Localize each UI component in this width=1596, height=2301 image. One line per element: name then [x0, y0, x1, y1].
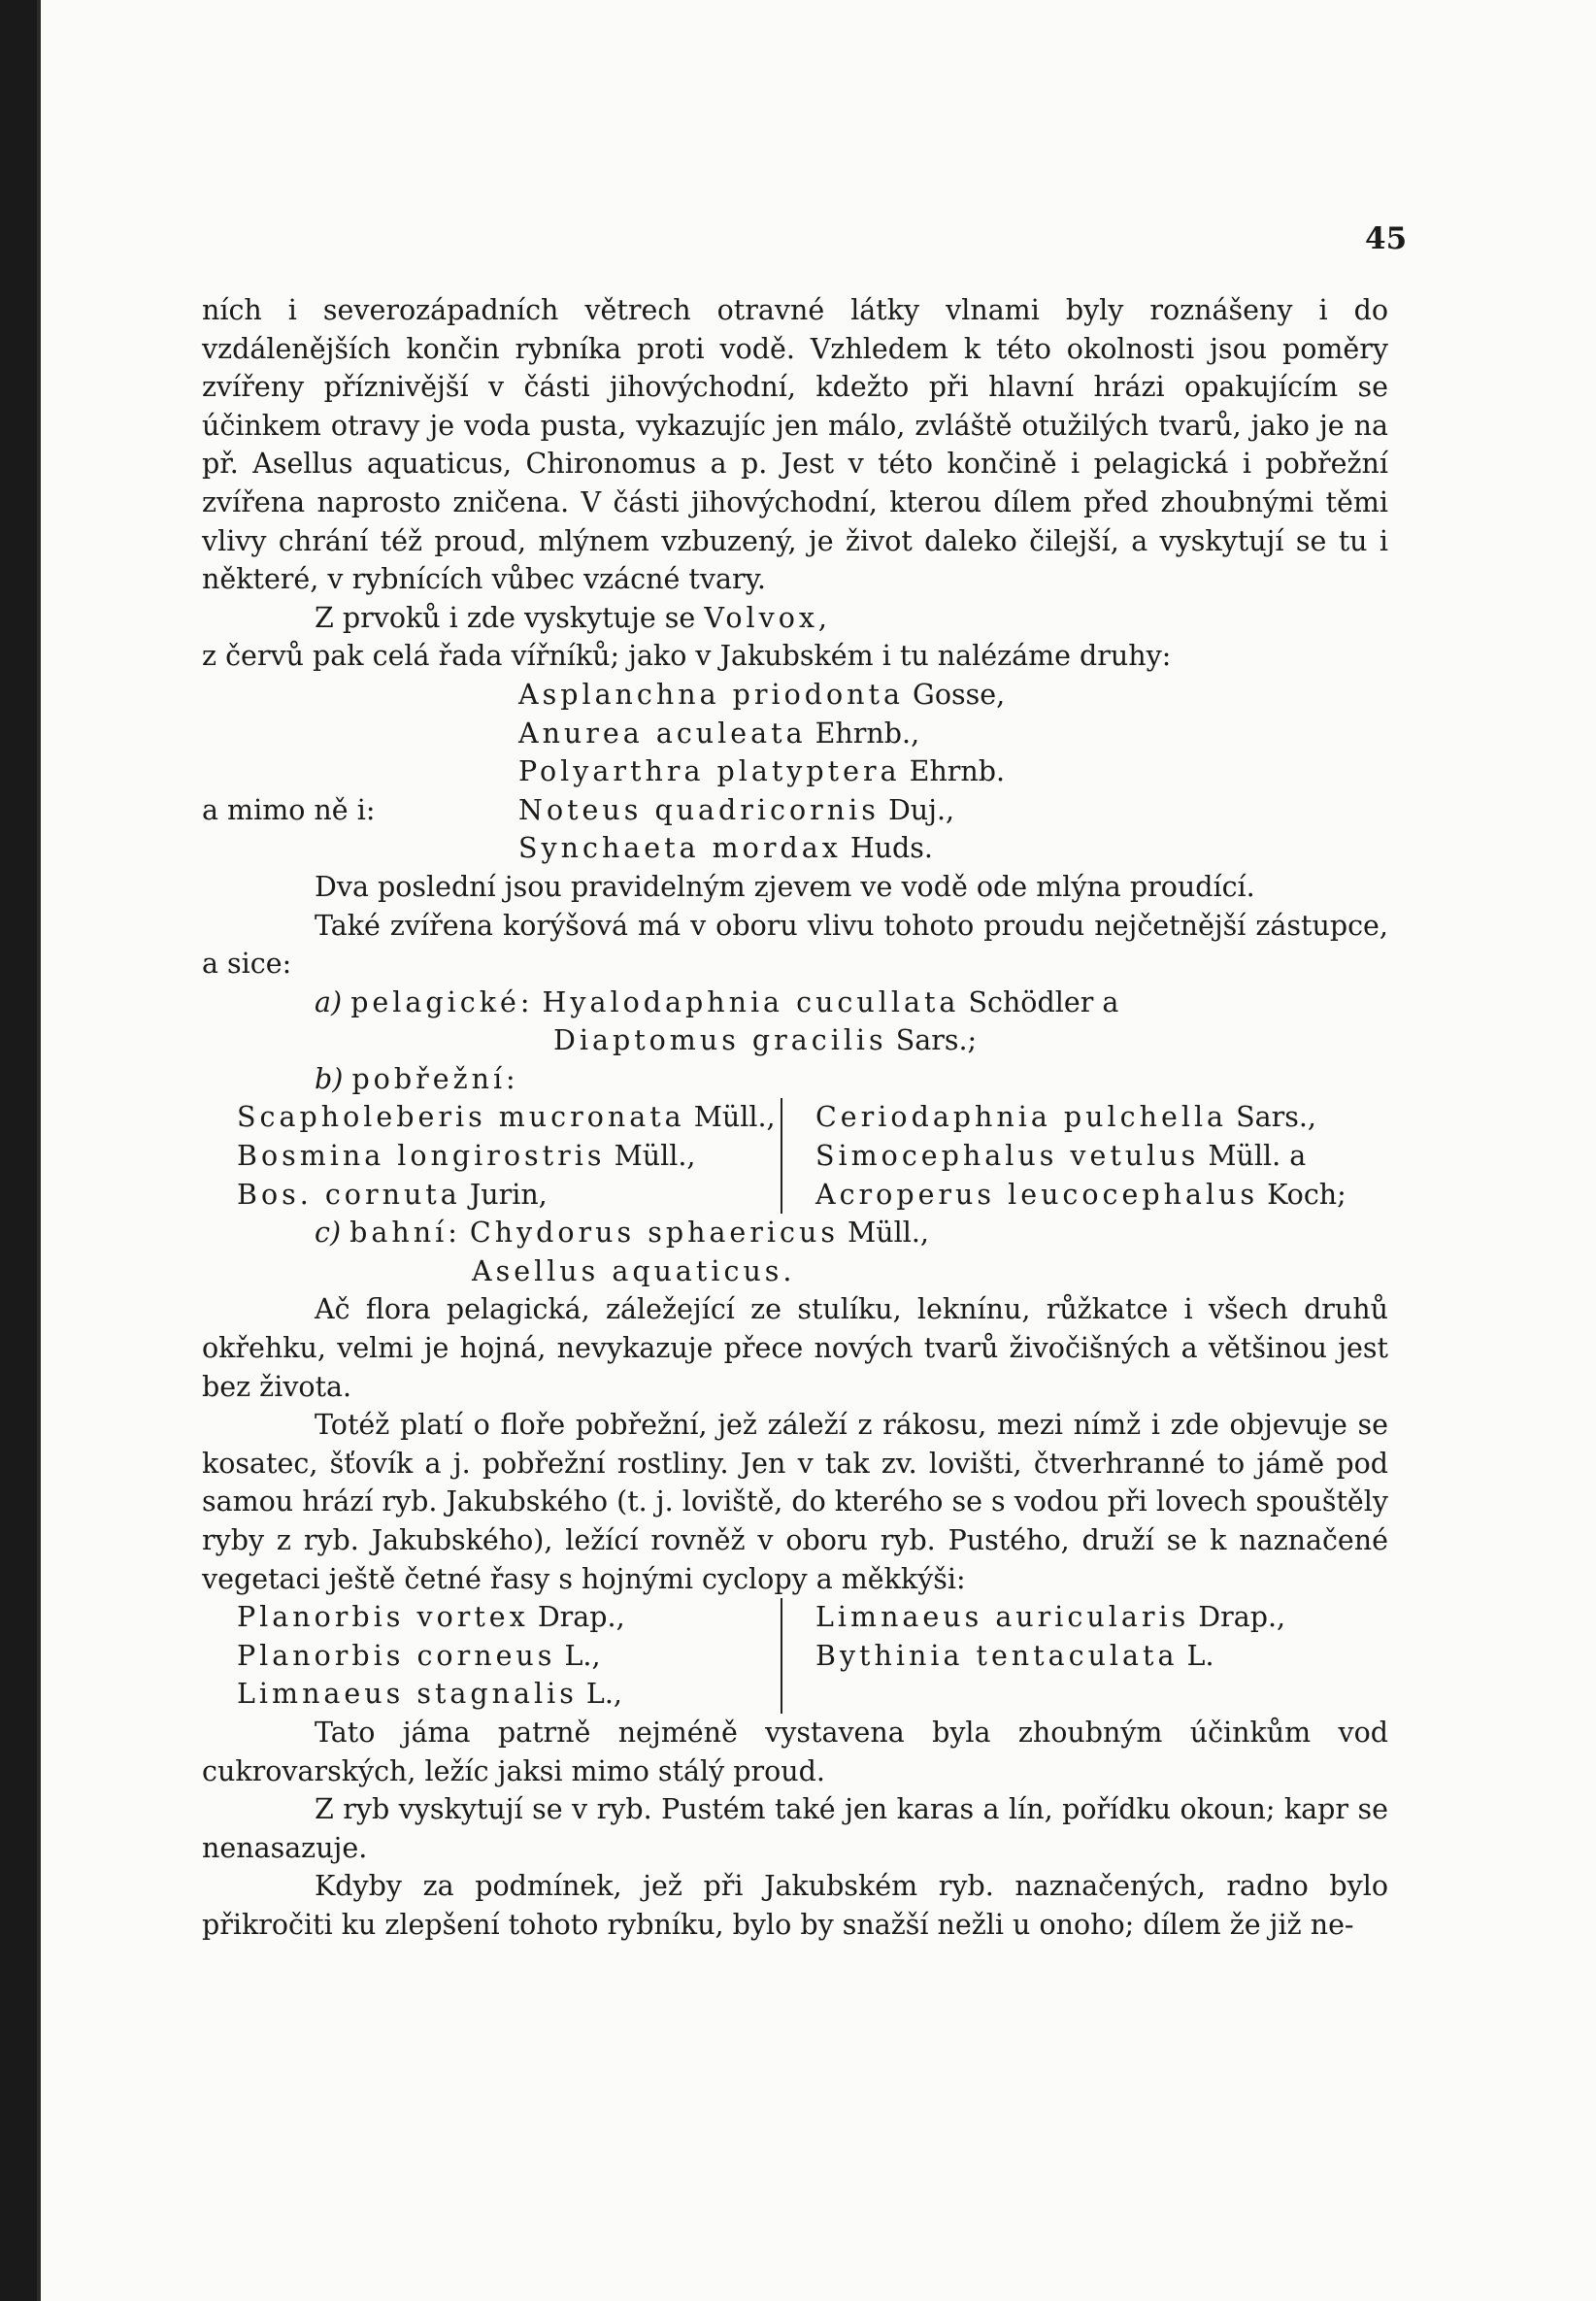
species-name: Bosmina longirostris	[237, 1140, 606, 1173]
list-item	[202, 676, 1388, 715]
crust-a-head: pelagické:	[350, 985, 534, 1018]
species-name: Limnaeus auricularis	[815, 1601, 1190, 1634]
species-author: Müll. a	[1208, 1140, 1307, 1173]
list-item	[815, 1137, 1347, 1176]
species-name: Planorbis vortex	[237, 1601, 529, 1634]
rotifer-list	[202, 676, 1388, 868]
species-author: Sars.,	[1236, 1101, 1316, 1134]
mollusca-columns	[202, 1598, 1388, 1714]
crustacea-b-columns	[202, 1098, 1388, 1214]
species-name: Bythinia tentaculata	[815, 1639, 1179, 1672]
species-name: Bos. cornuta	[237, 1178, 461, 1211]
paragraph-7: Tato jáma patrně nejméně vystavena byla zhoubným účinkům vod cukrovarských, ležíc jaksi mimo stálý proud.	[202, 1716, 1388, 1787]
page-number: 45	[1365, 221, 1408, 256]
paragraph-3: Dva poslední jsou pravidelným zjevem ve vodě ode mlýna proudící.	[315, 870, 1255, 903]
paragraph-6: Totéž platí o floře pobřežní, jež záleží z rákosu, mezi nímž i zde objevuje se kosatec, šťovík a j. pobřežní rostliny. Jen v tak zv. lovišti, čtverhranné to jámě pod samou hrází ryb. Jakubského (t. j. loviště, do kterého se s vodou při lovech spouštěly ryby z ryb. Jakubského), ležící rovněž v oboru ryb. Pustého, druží se k naznačené vegetaci ještě četné řasy s hojnými cyclopy a měkkýši:	[202, 1409, 1388, 1595]
list-item	[815, 1598, 1285, 1637]
crustacea-c2	[202, 1252, 1388, 1291]
column-left	[202, 1098, 782, 1214]
species-author: Ehrnb.	[909, 755, 1006, 788]
species-name: Diaptomus gracilis	[553, 1024, 887, 1057]
paragraph-4: Také zvířena korýšová má v oboru vlivu tohoto proudu nejčetnější zástupce, a sice:	[202, 909, 1388, 981]
crustacea-c	[202, 1214, 1388, 1252]
species-author: Duj.,	[887, 793, 955, 826]
list-item	[202, 752, 1388, 791]
species-author: Ehrnb.,	[815, 717, 920, 750]
species-name: Acroperus leucocephalus	[815, 1178, 1259, 1211]
species-author: Schödler a	[968, 985, 1119, 1018]
list-item	[815, 1098, 1347, 1137]
species-name: Ceriodaphnia pulchella	[815, 1101, 1228, 1134]
species-name: Asellus aquaticus.	[472, 1254, 796, 1287]
species-author: L.	[1186, 1639, 1214, 1672]
list-item	[237, 1637, 781, 1676]
volvox-name: Volvox,	[704, 601, 831, 634]
species-author: Huds.	[849, 832, 933, 865]
species-author: Müll.,	[614, 1140, 696, 1173]
species-author: L.,	[585, 1678, 622, 1711]
list-item	[815, 1176, 1347, 1215]
species-author: Koch;	[1267, 1178, 1347, 1211]
species-author: Jurin,	[469, 1178, 548, 1211]
crustacea-a	[202, 984, 1388, 1022]
crust-c-head: bahní:	[349, 1217, 461, 1250]
species-name: Limnaeus stagnalis	[237, 1678, 578, 1711]
list-item	[237, 1137, 781, 1176]
species-name: Hyalodaphnia cucullata	[542, 985, 960, 1018]
crustacea-b	[202, 1060, 1388, 1099]
species-author: Drap.,	[537, 1601, 625, 1634]
paragraph-1: ních i severozápadních větrech otravné látky vlnami byly roznášeny i do vzdálenějších končin rybníka proti vodě. Vzhledem k této okolnosti jsou poměry zvířeny příznivější v části jihovýchodní, kdežto při hlavní hrázi opakujícím se účinkem otravy je voda pusta, vykazujíc jen málo, zvláště otužilých tvarů, jako je na př. Asellus aquaticus, Chironomus a p. Jest v této končině i pelagická i pobřežní zvířena naprosto zničena. V části jihovýchodní, kterou dílem před zhoubnými těmi vlivy chrání též proud, mlýnem vzbuzený, je život daleko čilejší, a vyskytují se tu i některé, v rybnících vůbec vzácné tvary.	[202, 294, 1388, 596]
paragraph-2	[202, 599, 1388, 638]
paragraph-8: Z ryb vyskytují se v ryb. Pustém také jen karas a lín, pořídku okoun; kapr se nenasazuje.	[202, 1793, 1388, 1864]
species-name: Polyarthra platyptera	[518, 755, 901, 788]
page	[37, 0, 1596, 2301]
species-name: Planorbis corneus	[237, 1639, 556, 1672]
list-item	[202, 829, 1388, 868]
crust-b-head: pobřežní:	[351, 1062, 519, 1095]
crust-a-label: a)	[315, 985, 343, 1018]
p2-text: Z prvoků i zde vyskytuje se	[315, 601, 696, 634]
paragraph-2b: z červů pak celá řada vířníků; jako v Jakubském i tu nalézáme druhy:	[202, 640, 1172, 673]
species-author: Sars.;	[895, 1024, 978, 1057]
column-right	[782, 1598, 1285, 1714]
list-item	[237, 1176, 781, 1215]
list-item	[237, 1098, 781, 1137]
species-name: Anurea aculeata	[518, 717, 807, 750]
species-name: Synchaeta mordax	[518, 832, 842, 865]
list-label: a mimo ně i:	[202, 793, 376, 826]
species-author: Gosse,	[913, 678, 1006, 711]
crust-c-label: c)	[315, 1217, 342, 1250]
species-name: Simocephalus vetulus	[815, 1140, 1200, 1173]
list-item	[237, 1598, 781, 1637]
paragraph-5: Ač flora pelagická, záležející ze stulíku, leknínu, růžkatce i všech druhů okřehku, velmi je hojná, nevykazuje přece nových tvarů živočišných a většinou jest bez života.	[202, 1293, 1388, 1403]
species-name: Scapholeberis mucronata	[237, 1101, 685, 1134]
species-name: Chydorus sphaericus	[469, 1217, 839, 1250]
list-item	[202, 715, 1388, 753]
species-author: Drap.,	[1198, 1601, 1286, 1634]
species-author: Müll.,	[848, 1217, 929, 1250]
species-author: L.,	[564, 1639, 601, 1672]
list-item	[202, 791, 1388, 830]
crustacea-a2	[202, 1021, 1388, 1060]
species-author: Müll.,	[693, 1101, 776, 1134]
body-text	[202, 291, 1388, 1945]
paragraph-9: Kdyby za podmínek, jež při Jakubském ryb. naznačených, radno bylo přikročiti ku zlepšení tohoto rybníku, bylo by snažší nežli u onoho; dílem že již ne-	[202, 1870, 1388, 1941]
species-name: Noteus quadricornis	[518, 793, 880, 826]
crust-b-label: b)	[315, 1062, 344, 1095]
list-item	[815, 1637, 1285, 1676]
column-left	[202, 1598, 782, 1714]
list-item	[237, 1675, 781, 1714]
column-right	[782, 1098, 1347, 1214]
species-name: Asplanchna priodonta	[518, 678, 904, 711]
